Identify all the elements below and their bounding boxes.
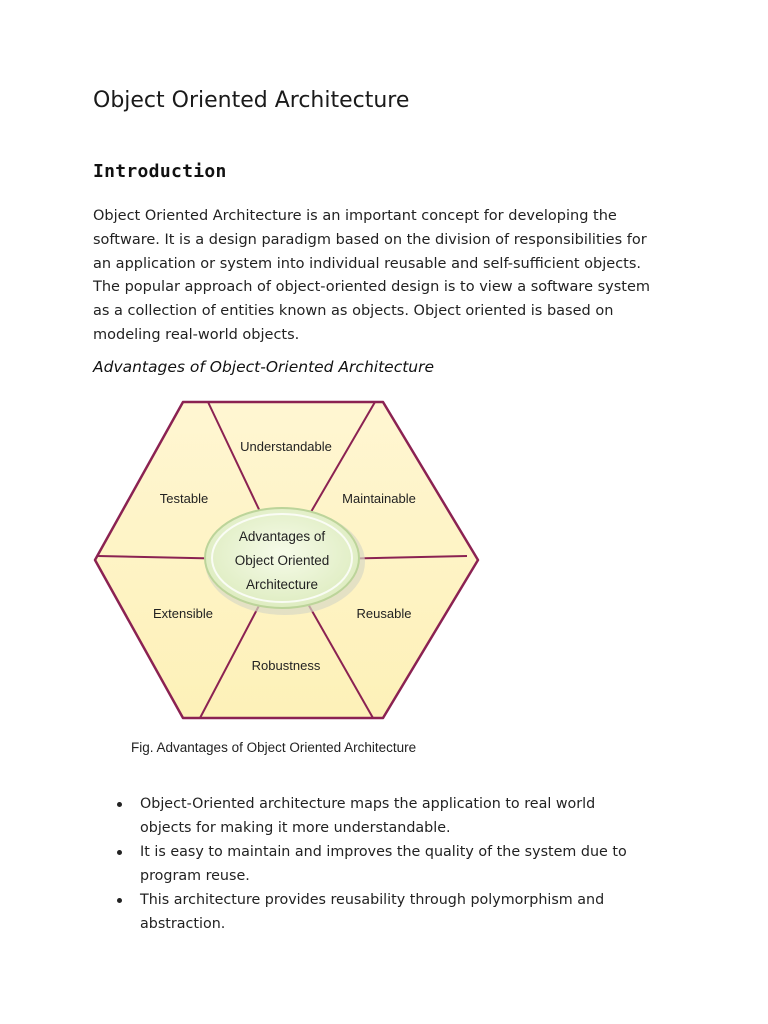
- advantages-list: [113, 792, 693, 936]
- list-item-text: This architecture provides reusability through polymorphism and abstraction.: [140, 892, 605, 932]
- advantages-heading: Advantages of Object-Oriented Architecture: [93, 358, 435, 376]
- center-label-line: Object Oriented: [234, 553, 330, 568]
- list-item: [113, 888, 693, 936]
- segment-label-extensible: Extensible: [153, 606, 213, 621]
- bullet-icon: [117, 850, 122, 855]
- introduction-paragraph: Object Oriented Architecture is an important concept for developing the software. It is a design paradigm based on the division of responsibilities for an application or system into individual reusable and self-sufficient objects. The popular approach of object-oriented design is to view a software system as a collection of entities known as objects. Object oriented is based on modeling real-world objects.: [93, 208, 651, 343]
- page-title: Object Oriented Architecture: [93, 88, 410, 113]
- segment-label-understandable: Understandable: [240, 439, 332, 454]
- segment-label-testable: Testable: [159, 491, 209, 506]
- introduction-heading: Introduction: [93, 161, 227, 182]
- list-item-text: Object-Oriented architecture maps the application to real world objects for making it more understandable.: [140, 796, 596, 836]
- list-item: [113, 792, 693, 840]
- segment-label-robustness: Robustness: [251, 658, 321, 673]
- bullet-icon: [117, 802, 122, 807]
- center-label-line: Advantages of: [238, 529, 326, 544]
- list-item: [113, 840, 693, 888]
- bullet-icon: [117, 898, 122, 903]
- list-item-text: It is easy to maintain and improves the quality of the system due to program reuse.: [140, 844, 627, 884]
- hexagon-diagram-svg: [90, 396, 485, 768]
- advantages-diagram: [90, 396, 485, 768]
- segment-label-maintainable: Maintainable: [342, 491, 416, 506]
- figure-caption: Fig. Advantages of Object Oriented Architecture: [131, 740, 417, 755]
- segment-label-reusable: Reusable: [356, 606, 412, 621]
- center-label-line: Architecture: [245, 577, 319, 592]
